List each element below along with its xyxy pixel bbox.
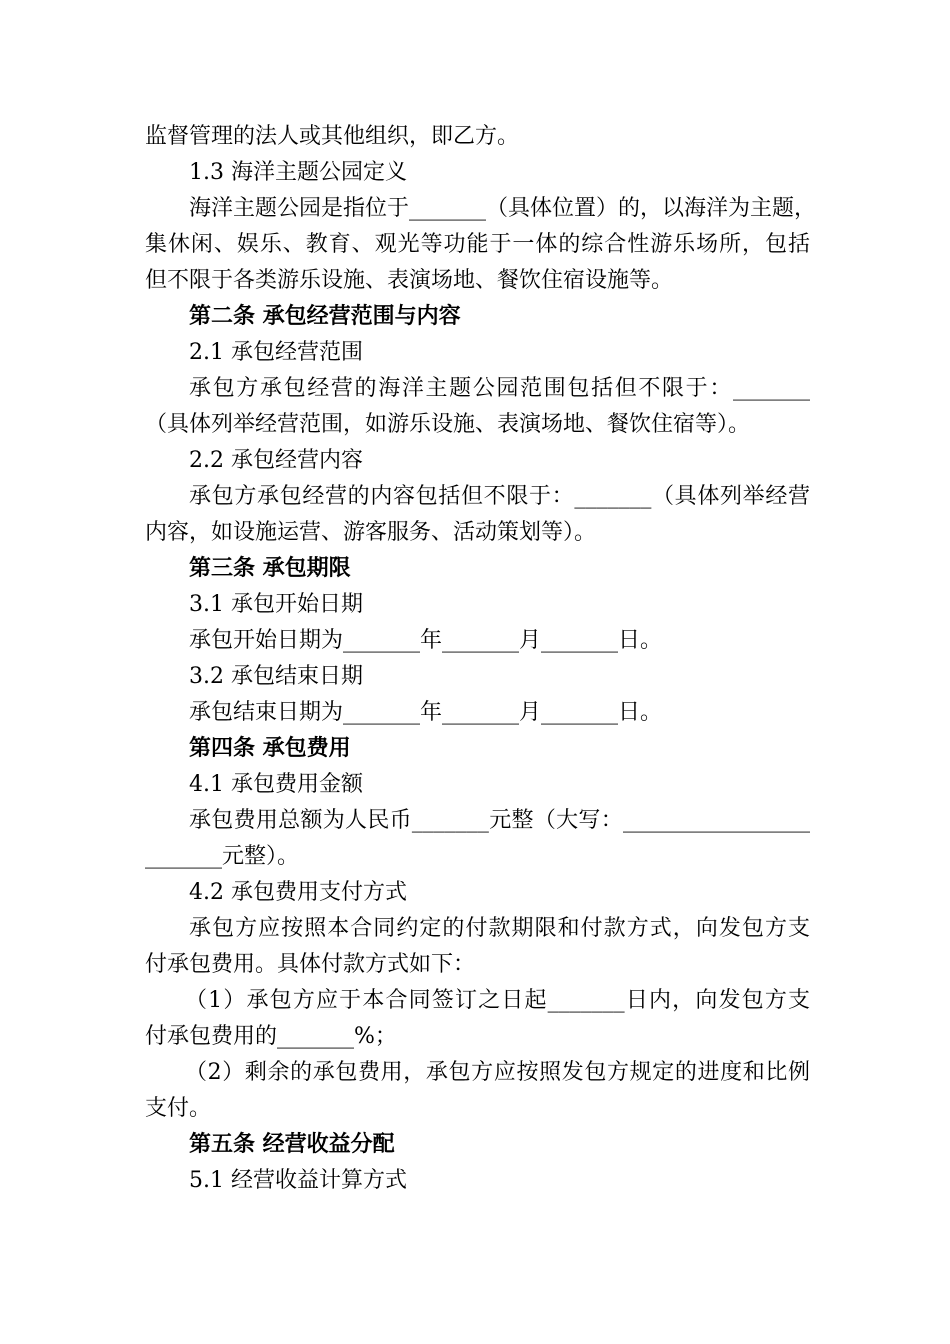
paragraph-line: _______元整）。	[145, 844, 300, 869]
list-item-line: 付承包费用的_______%；	[145, 1024, 397, 1049]
clause-heading-3-2: 3.2 承包结束日期	[189, 664, 363, 689]
list-item-line: （2）剩余的承包费用，承包方应按照发包方规定的进度和比例	[185, 1060, 810, 1085]
paragraph-line: 承包方应按照本合同约定的付款期限和付款方式，向发包方支	[189, 916, 810, 941]
paragraph-line: 内容，如设施运营、游客服务、活动策划等）。	[145, 520, 597, 545]
list-item-line: 支付。	[145, 1096, 212, 1121]
article-heading-2: 第二条 承包经营范围与内容	[189, 304, 461, 329]
paragraph-line: （具体列举经营范围，如游乐设施、表演场地、餐饮住宿等）。	[145, 412, 751, 437]
document-body	[145, 119, 817, 1199]
paragraph-line: 集休闲、娱乐、教育、观光等功能于一体的综合性游乐场所，包括	[145, 232, 810, 257]
paragraph-line: 承包开始日期为_______年_______月_______日。	[189, 628, 663, 653]
clause-heading-3-1: 3.1 承包开始日期	[189, 592, 363, 617]
clause-heading-5-1: 5.1 经营收益计算方式	[189, 1168, 407, 1193]
paragraph-line: 监督管理的法人或其他组织，即乙方。	[145, 124, 520, 149]
article-heading-3: 第三条 承包期限	[189, 556, 351, 581]
paragraph-line: 但不限于各类游乐设施、表演场地、餐饮住宿设施等。	[145, 268, 674, 293]
clause-heading-2-2: 2.2 承包经营内容	[189, 448, 363, 473]
clause-heading-2-1: 2.1 承包经营范围	[189, 340, 363, 365]
list-item-line: （1）承包方应于本合同签订之日起_______日内，向发包方支	[185, 988, 810, 1013]
clause-heading-4-2: 4.2 承包费用支付方式	[189, 880, 407, 905]
clause-heading-4-1: 4.1 承包费用金额	[189, 772, 363, 797]
paragraph-line: 承包方承包经营的内容包括但不限于：_______（具体列举经营	[189, 484, 810, 509]
article-heading-4: 第四条 承包费用	[189, 736, 351, 761]
paragraph-line: 承包方承包经营的海洋主题公园范围包括但不限于：_______	[189, 376, 810, 401]
paragraph-line: 承包费用总额为人民币_______元整（大写：_________________	[189, 808, 810, 833]
paragraph-line: 承包结束日期为_______年_______月_______日。	[189, 700, 663, 725]
paragraph-line: 海洋主题公园是指位于_______（具体位置）的，以海洋为主题，	[189, 196, 817, 221]
article-heading-5: 第五条 经营收益分配	[189, 1132, 395, 1157]
clause-heading-1-3: 1.3 海洋主题公园定义	[189, 160, 407, 185]
paragraph-line: 付承包费用。具体付款方式如下：	[145, 952, 476, 977]
